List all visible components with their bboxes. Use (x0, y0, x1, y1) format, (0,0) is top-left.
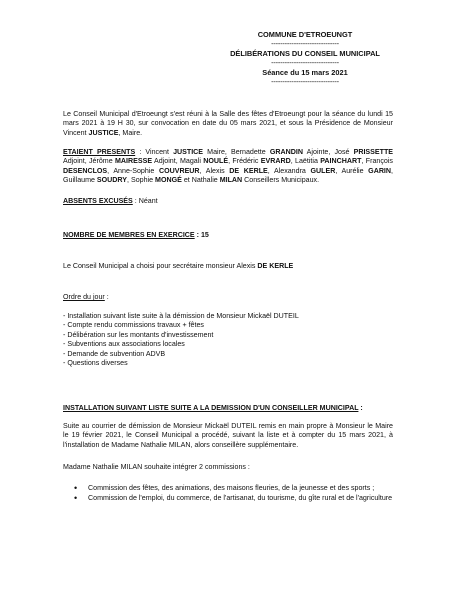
present-member-name: EVRARD (260, 157, 291, 166)
present-connector: , Anne-Sophie (107, 166, 159, 175)
present-connector: , Aurélie (335, 166, 369, 175)
agenda-item: - Installation suivant liste suite à la démission de Monsieur Mickaël DUTEIL (63, 312, 299, 320)
present-member-name: MILAN (219, 176, 243, 185)
present-member-name: GARIN (368, 166, 392, 175)
present-connector: Ajointe, José (302, 148, 354, 156)
agenda-item: - Demande de subvention ADVB (63, 349, 166, 358)
present-connector: , Guillaume (63, 166, 394, 185)
present-member-name: NOULÉ (203, 157, 229, 166)
agenda-list (63, 312, 393, 368)
agenda-item: - Subventions aux associations locales (63, 340, 185, 349)
present-member-name: PAINCHART (320, 157, 362, 166)
present-member-name: GRANDIN (269, 148, 303, 156)
members-line: NOMBRE DE MEMBRES EN EXERCICE : 15 (63, 231, 209, 239)
document-header (200, 30, 410, 86)
presents-paragraph: ETAIENT PRESENTS : Vincent JUSTICE Maire, Bernadette GRANDIN Ajointe, José PRISSETTE Adjoint, Jérôme MAIRESSE Adjoint, Magali NOULÉ, Frédéric EVRARD, Laëtitia PAINCHART, François DESENCLOS, Anne-Sophie COUVREUR, Alexis DE KERLE, Alexandra GULER, Aurélie GARIN, Guillaume SOUDRY, Sophie MONGÉ et Nathalie MILAN Conseillers Municipaux. (63, 148, 394, 185)
present-member-name: MONGÉ (155, 176, 182, 185)
present-member-name: DESENCLOS (63, 166, 108, 175)
present-member-name: JUSTICE (173, 148, 204, 156)
installation-title: INSTALLATION SUIVANT LISTE SUITE A LA DEMISSION D'UN CONSEILLER MUNICIPAL : (63, 404, 363, 412)
separator-line: ------------------------------ (271, 58, 339, 68)
separator-line: ------------------------------ (271, 77, 339, 87)
present-connector: Maire, Bernadette (203, 148, 270, 156)
secretary-line: Le Conseil Municipal a choisi pour secrétaire monsieur Alexis DE KERLE (63, 262, 294, 270)
agenda-item: - Compte rendu commissions travaux + fêtes (63, 321, 204, 330)
commission-item: • Commission des fêtes, des animations, des maisons fleuries, de la jeunesse et des sports ; (74, 484, 394, 493)
commission-list (74, 484, 394, 505)
commissions-intro: Madame Nathalie MILAN souhaite intégrer 2 commissions : (63, 463, 250, 471)
present-member-name: MAIRESSE (115, 157, 153, 166)
present-connector: Adjoint, Jérôme (63, 157, 115, 166)
absents-line: ABSENTS EXCUSÉS : Néant (63, 197, 158, 205)
present-connector: , Sophie (127, 176, 156, 185)
present-member-name: COUVREUR (158, 166, 200, 175)
installation-paragraph: Suite au courrier de démission de Monsieur Mickaël DUTEIL remis en main propre à Monsieur le Maire le 19 février 2021, le Conseil Municipal a procédé, suivant la liste et à compter du 15 mars 2021, à l'installation de Madame Nathalie MILAN, alors conseillère supplémentaire. (63, 422, 393, 449)
present-connector: , Alexandra (267, 166, 311, 175)
present-member-name: GULER (310, 166, 336, 175)
intro-paragraph: Le Conseil Municipal d'Etroeungt s'est réuni à la Salle des fêtes d'Etroeungt pour la séance du lundi 15 mars 2021 à 19 H 30, sur convocation en date du 05 mars 2021, et sous la Présidence de Monsieur Vincent JUSTICE, Maire. (63, 110, 393, 137)
present-member-name: SOUDRY (96, 176, 128, 185)
deliberations-title: DÉLIBÉRATIONS DU CONSEIL MUNICIPAL (230, 48, 380, 58)
seance-date: Séance du 15 mars 2021 (262, 67, 348, 77)
present-connector: , François (361, 157, 393, 166)
present-connector: , Alexis (199, 166, 230, 175)
present-member-name: DE KERLE (229, 166, 268, 175)
agenda-item: - Délibération sur les montants d'investissement (63, 330, 214, 339)
present-connector: , Frédéric (228, 157, 261, 166)
present-connector: Adjoint, Magali (152, 157, 204, 166)
commune-title: COMMUNE D'ETROEUNGT (257, 30, 353, 39)
present-connector: , Laëtitia (290, 157, 321, 166)
separator-line: ------------------------------ (271, 39, 339, 49)
present-connector: et Nathalie (181, 176, 220, 185)
agenda-item: - Questions diverses (63, 359, 128, 368)
present-member-name: PRISSETTE (353, 148, 394, 156)
commission-item: • Commission de l'emploi, du commerce, de l'artisanat, du tourisme, du gîte rural et de l'agriculture (74, 494, 394, 503)
presents-label: ETAIENT PRESENTS (63, 148, 136, 156)
present-connector: : Vincent (135, 148, 174, 156)
agenda-title: Ordre du jour : (63, 293, 109, 301)
